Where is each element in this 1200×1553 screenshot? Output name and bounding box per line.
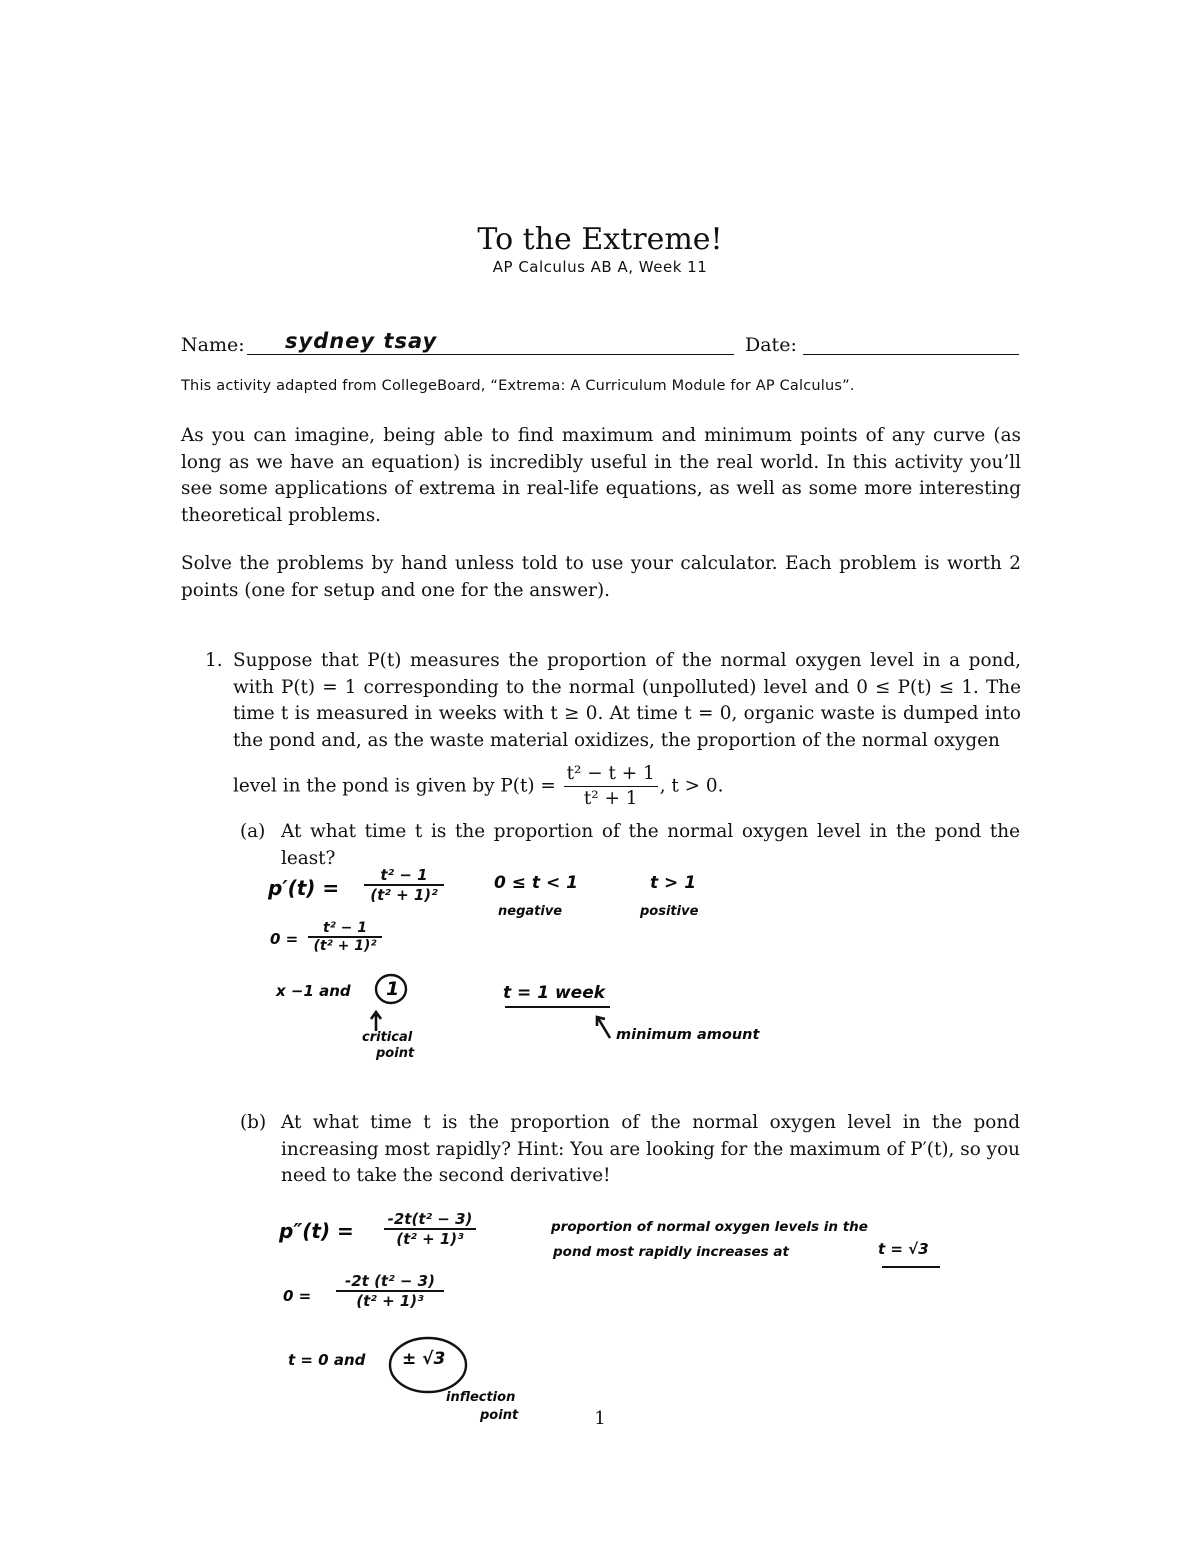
hw-frac4: -2t (t² − 3) (t² + 1)³ bbox=[336, 1272, 444, 1310]
name-label: Name: bbox=[181, 334, 245, 356]
credit-note: This activity adapted from CollegeBoard, “Extrema: A Curriculum Module for AP Calculus”. bbox=[181, 378, 855, 394]
hw-conclusion-1: proportion of normal oxygen levels in the bbox=[551, 1219, 868, 1235]
hw-circled-root: 1 bbox=[386, 978, 400, 1000]
hw-zero: 0 = bbox=[270, 930, 299, 948]
part-a-question: At what time t is the proportion of the normal oxygen level in the pond the least? bbox=[281, 821, 1020, 869]
hw-answer-a: t = 1 week bbox=[503, 983, 606, 1003]
part-b-question: At what time t is the proportion of the normal oxygen level in the pond increasing most rapidly? Hint: You are looking for the maximum of P′(t), so you need to take the second derivative! bbox=[281, 1112, 1020, 1186]
hw-inflection: inflection bbox=[446, 1390, 516, 1405]
hw-frac3: -2t(t² − 3) (t² + 1)³ bbox=[384, 1210, 476, 1248]
problem-formula: level in the pond is given by P(t) = $\frac{\text{t² − t + 1}}{\text{t² + 1}}$ , t > 0. bbox=[233, 763, 724, 809]
part-b-label: (b) bbox=[240, 1112, 267, 1133]
hw-interval2: t > 1 bbox=[650, 873, 697, 893]
hw-conclusion-2: pond most rapidly increases at bbox=[553, 1244, 789, 1260]
hw-roots: x −1 and bbox=[276, 982, 351, 1000]
hw-positive: positive bbox=[640, 904, 699, 919]
hw-pprime: p′(t) = bbox=[268, 876, 340, 900]
instructions-paragraph: Solve the problems by hand unless told to use your calculator. Each problem is worth 2 points (one for setup and one for the answer). bbox=[181, 553, 1021, 601]
date-label: Date: bbox=[745, 334, 797, 356]
formula-fraction: $\frac{\text{t² − t + 1}}{\text{t² + 1}}$ bbox=[564, 762, 658, 811]
page-title: To the Extreme! bbox=[477, 222, 723, 257]
name-date-row bbox=[181, 329, 1021, 360]
hw-circled-root-b: ± √3 bbox=[402, 1349, 446, 1369]
page-number: 1 bbox=[594, 1408, 606, 1429]
part-a-label: (a) bbox=[240, 821, 266, 842]
hw-negative: negative bbox=[498, 904, 563, 919]
hw-answer-underline bbox=[505, 1006, 610, 1008]
hw-answer-b: t = √3 bbox=[878, 1240, 929, 1258]
page-subtitle: AP Calculus AB A, Week 11 bbox=[492, 258, 708, 276]
hw-point: point bbox=[376, 1046, 415, 1061]
hw-arrow-up-icon bbox=[368, 1010, 384, 1032]
hw-interval1: 0 ≤ t < 1 bbox=[494, 873, 578, 893]
hw-frac2: t² − 1 (t² + 1)² bbox=[308, 920, 382, 954]
hw-point-b: point bbox=[480, 1408, 519, 1423]
hw-roots-b: t = 0 and bbox=[288, 1351, 366, 1369]
hw-pdouble: p″(t) = bbox=[279, 1219, 354, 1243]
date-line bbox=[803, 354, 1019, 355]
name-line bbox=[247, 354, 734, 355]
problem-text: Suppose that P(t) measures the proportion of the normal oxygen level in a pond, with P(t) = 1 corresponding to the normal (unpolluted) level and 0 ≤ P(t) ≤ 1. The time t is measured in weeks with t ≥ 0. At time t = 0, organic waste is dumped into the pond and, as the waste material oxidizes, the proportion of the normal oxygen bbox=[233, 650, 1021, 751]
name-handwritten: sydney tsay bbox=[285, 329, 438, 353]
hw-critical: critical bbox=[362, 1030, 413, 1045]
intro-paragraph: As you can imagine, being able to find maximum and minimum points of any curve (as long as we have an equation) is incredibly useful in the real world. In this activity you’ll see some applications of extrema in real-life equations, as well as some more interesting theoretical problems. bbox=[181, 425, 1021, 526]
hw-minimum: minimum amount bbox=[616, 1027, 760, 1043]
hw-answer-b-underline bbox=[882, 1266, 940, 1268]
hw-arrow-diag-icon bbox=[594, 1014, 614, 1040]
problem-number: 1. bbox=[205, 650, 223, 671]
hw-zero-b: 0 = bbox=[283, 1287, 312, 1305]
hw-frac1: t² − 1 (t² + 1)² bbox=[364, 866, 444, 904]
